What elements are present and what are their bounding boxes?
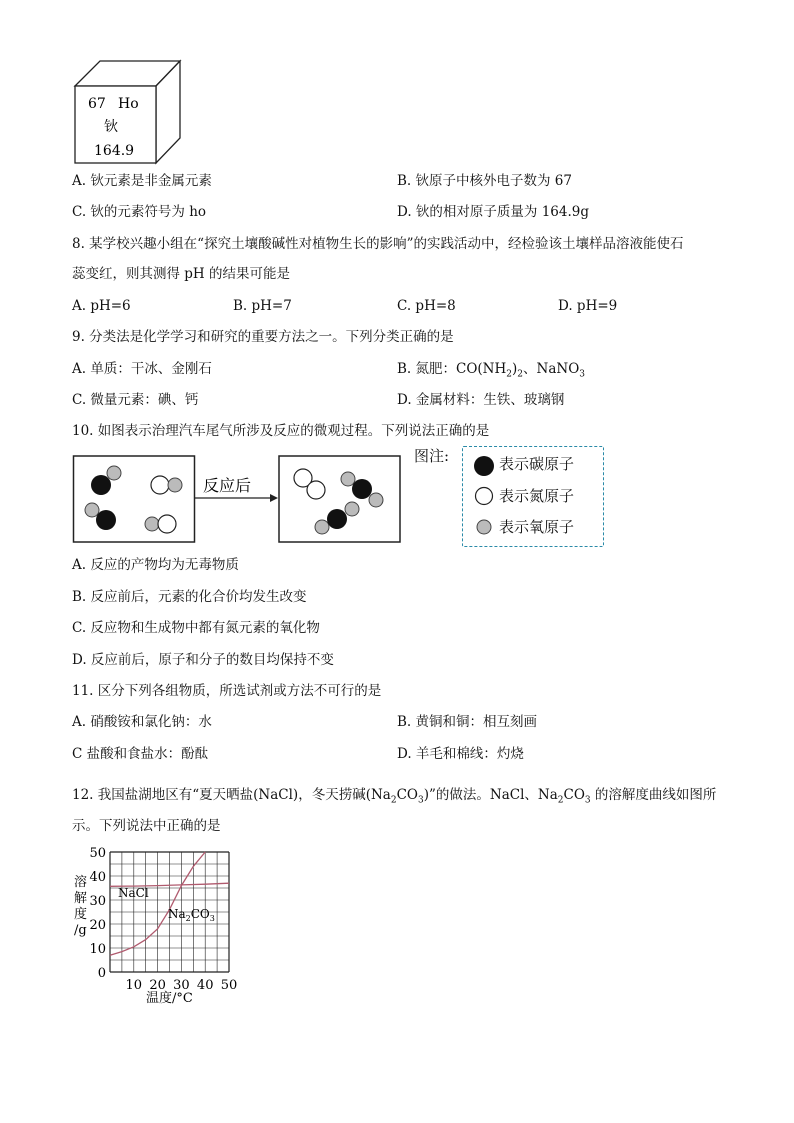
element-card bbox=[72, 58, 184, 166]
legend-nitrogen: 表示氮原子 bbox=[499, 487, 575, 505]
element-symbol: Ho bbox=[118, 96, 139, 112]
q11-option-a: A. 硝酸铵和氯化钠：水 bbox=[72, 714, 212, 730]
q8-option-a: A. pH=6 bbox=[72, 298, 131, 314]
q11-stem: 11. 区分下列各组物质，所选试剂或方法不可行的是 bbox=[72, 683, 382, 699]
y-axis-label-char: 解 bbox=[74, 891, 88, 906]
legend-title: 图注: bbox=[414, 447, 450, 465]
q9-option-b: B. 氮肥：$CO(NH_2)_2$、NaNO$_3$ bbox=[397, 361, 585, 380]
legend-box bbox=[462, 446, 604, 547]
carbon-atom bbox=[327, 509, 347, 529]
q7-option-b: B. 钬原子中核外电子数为 67 bbox=[397, 173, 572, 189]
q9-stem: 9. 分类法是化学学习和研究的重要方法之一。下列分类正确的是 bbox=[72, 329, 454, 345]
q10-option-d: D. 反应前后，原子和分子的数目均保持不变 bbox=[72, 652, 334, 668]
legend-oxygen: 表示氧原子 bbox=[499, 518, 575, 536]
q8-option-c: C. pH=8 bbox=[397, 298, 456, 314]
carbon-legend-icon bbox=[474, 456, 494, 476]
q10-stem: 10. 如图表示治理汽车尾气所涉及反应的微观过程。下列说法正确的是 bbox=[72, 423, 490, 439]
element-mass: 164.9 bbox=[94, 143, 135, 159]
q12-stem-line2: 示。下列说法中正确的是 bbox=[72, 818, 221, 834]
q9-option-d: D. 金属材料：生铁、玻璃钢 bbox=[397, 392, 565, 408]
q7-option-a: A. 钬元素是非金属元素 bbox=[72, 173, 212, 189]
legend-carbon: 表示碳原子 bbox=[499, 455, 575, 473]
x-tick-label: 30 bbox=[173, 978, 190, 993]
na2co3-curve-label: $Na_2CO_3$ bbox=[168, 907, 215, 923]
y-tick-label: 0 bbox=[97, 966, 106, 981]
x-tick-label: 40 bbox=[196, 978, 214, 993]
nitrogen-atom bbox=[151, 476, 169, 494]
oxygen-atom bbox=[168, 478, 182, 492]
y-tick-label: 50 bbox=[89, 846, 106, 861]
x-tick-label: 50 bbox=[220, 978, 238, 993]
q8-stem-line1: 8. 某学校兴趣小组在“探究土壤酸碱性对植物生长的影响”的实践活动中，经检验该土壤样品溶液能使石 bbox=[72, 236, 684, 252]
x-axis-label: 温度/°C bbox=[146, 991, 193, 1006]
reaction-diagram bbox=[72, 452, 404, 544]
q10-option-b: B. 反应前后，元素的化合价均发生改变 bbox=[72, 589, 307, 605]
q12-stem-line1: 12. 我国盐湖地区有“夏天晒盐(NaCl)，冬天捞碱$(Na_2CO_3)$”的做法。NaCl、$Na_2CO_3$ 的溶解度曲线如图所 bbox=[72, 787, 717, 806]
x-tick-label: 20 bbox=[149, 978, 166, 993]
q11-option-c: C 盐酸和食盐水：酚酞 bbox=[72, 746, 209, 762]
q11-option-b: B. 黄铜和铜：相互刻画 bbox=[397, 714, 538, 730]
arrow-label: 反应后 bbox=[203, 476, 252, 495]
oxygen-atom bbox=[85, 503, 99, 517]
y-tick-label: 30 bbox=[89, 894, 106, 909]
q9-option-c: C. 微量元素：碘、钙 bbox=[72, 392, 199, 408]
nacl-curve-label: NaCl bbox=[118, 886, 149, 900]
carbon-atom bbox=[91, 475, 111, 495]
nitrogen-atom bbox=[307, 481, 325, 499]
oxygen-atom bbox=[369, 493, 383, 507]
x-tick-label: 10 bbox=[125, 978, 143, 993]
nitrogen-atom bbox=[158, 515, 176, 533]
q10-option-a: A. 反应的产物均为无毒物质 bbox=[72, 557, 239, 573]
carbon-atom bbox=[96, 510, 116, 530]
q8-stem-line2: 蕊变红，则其测得 pH 的结果可能是 bbox=[72, 266, 290, 282]
q8-option-b: B. pH=7 bbox=[233, 298, 292, 314]
y-tick-label: 40 bbox=[89, 870, 106, 885]
y-tick-label: 20 bbox=[89, 918, 106, 933]
oxygen-atom bbox=[315, 520, 329, 534]
oxygen-atom bbox=[341, 472, 355, 486]
oxygen-atom bbox=[345, 502, 359, 516]
q7-option-d: D. 钬的相对原子质量为 164.9g bbox=[397, 204, 590, 220]
q11-option-d: D. 羊毛和棉线：灼烧 bbox=[397, 746, 524, 762]
y-axis-label-char: 度 bbox=[74, 907, 88, 922]
element-number: 67 bbox=[88, 96, 106, 112]
y-axis-label-char: 溶 bbox=[74, 875, 88, 890]
element-name: 钬 bbox=[104, 119, 118, 135]
oxygen-atom bbox=[107, 466, 121, 480]
before-box bbox=[74, 456, 195, 542]
y-axis-label-char: /g bbox=[74, 923, 87, 938]
q10-option-c: C. 反应物和生成物中都有氮元素的氧化物 bbox=[72, 620, 320, 636]
carbon-atom bbox=[352, 479, 372, 499]
legend-icons bbox=[473, 455, 495, 537]
q8-option-d: D. pH=9 bbox=[558, 298, 618, 314]
q9-option-a: A. 单质：干冰、金刚石 bbox=[72, 361, 212, 377]
q7-option-c: C. 钬的元素符号为 ho bbox=[72, 204, 207, 220]
y-tick-label: 10 bbox=[89, 942, 106, 957]
nitrogen-legend-icon bbox=[476, 488, 493, 505]
oxygen-atom bbox=[145, 517, 159, 531]
solubility-chart bbox=[70, 842, 240, 1007]
oxygen-legend-icon bbox=[477, 520, 491, 534]
